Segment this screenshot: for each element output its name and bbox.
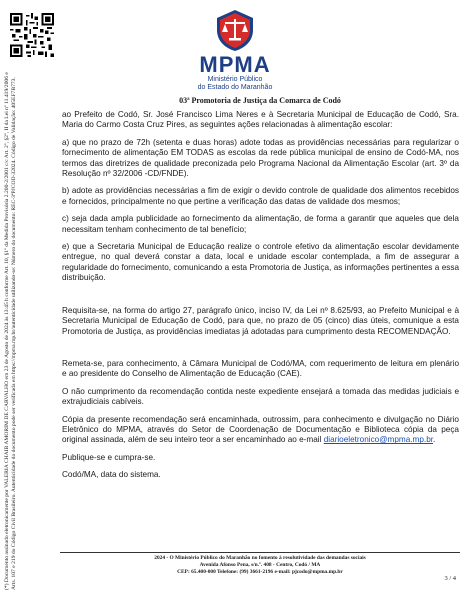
paragraph: Remeta-se, para conhecimento, à Câmara Municipal de Codó/MA, com requerimento de leitura em plenário e ao presidente do Conselho de Alimentação de Educação (CAE). [62,358,459,379]
brand-name: MPMA [199,52,271,77]
paragraph: ao Prefeito de Codó, Sr. José Francisco Lima Neres e à Secretaria Municipal de Educação de Codó, Sra. Maria do Carmo Costa Cruz Pires, as seguintes ações relacionadas à alimentação escolar: [62,110,459,130]
email-suffix: . [433,435,436,445]
signature-text: (*) Documento assinado eletronicamente por VALERIA CHAIB AMORIM DE CARVALHO em 23 de Agosto de 2024 às 13:45 h conforme Art. 10, §1º da Medida Provisória 2.200-2/2001 c/c Art. 2º, §2º, II da Lei nº 11.419/2006 e Arts. 107 e 219 do Código Civil Brasileiro. Autenticidade do documento pode ser verificada em https://mpma.mp.br/autenticidade utilizando-se: Número do documento: REC-3ªPJCOD-32024. Código de Validação: 405EF7B773. [4,72,18,590]
paragraph: c) seja dada ampla publicidade ao fornecimento da alimentação, de forma a garantir que aqueles que dela necessitam tenham conhecimento de tal benefício; [62,214,459,234]
footer-divider [60,552,460,553]
paragraph-with-email [62,415,459,446]
paragraph: Publique-se e cumpra-se. [62,452,156,462]
qr-code [10,10,54,60]
mpma-logo-icon [213,8,257,52]
signature-sidebar [4,70,54,590]
office-title: 03ª Promotoria de Justiça da Comarca de Codó [179,96,341,105]
footer-contact: CEP: 65.400-000 Telefone: (99) 3661-2196 e-mail: pjcodo@mpma.mp.br [177,569,343,575]
paragraph: b) adote as providências necessárias a fim de exigir o devido controle de qualidade dos alimentos recebidos e fornecidos, principalmente no que pertine a verificação das datas de validade dos mesmos; [62,186,459,206]
paragraph: e) que a Secretaria Municipal de Educação realize o controle efetivo da alimentação escolar devidamente entregue, no qual deverá constar a data, local e unidade escolar contemplada, a fim de assegurar a regularidade do fornecimento, comunicando a esta Promotoria de Justiça, as informações pertinentes a essa distribuição. [62,242,459,283]
paragraph: Codó/MA, data do sistema. [62,470,161,480]
paragraph: a) que no prazo de 72h (setenta e duas horas) adote todas as providências necessárias para regularizar o fornecimento de alimentação EM TODAS as escolas da rede pública municipal de ensino de Codó-MA, nos termos das diretrizes de qualidade preconizada pelo Programa Nacional da Alimentação Escolar (art. 3º da Resolução nº 32/2006 -CD/FNDE). [62,137,459,179]
letterhead [180,8,290,92]
brand-subtitle-1: Ministério Público [207,76,263,83]
paragraph: Requisita-se, na forma do artigo 27, parágrafo único, inciso IV, da Lei nº 8.625/93, ao Prefeito Municipal e à Secretaria Municipal de Educação de Codó, para que, no prazo de 05 (cinco) dias úteis, comunique a esta Promotoria de Justiça, as providências imediatas já adotadas para cumprimento desta RECOMENDAÇÃO. [62,305,459,336]
footer [60,555,460,576]
paragraph: O não cumprimento da recomendação contida neste expediente ensejará a tomada das medidas judiciais e extrajudiciais cabíveis. [62,386,459,407]
email-link[interactable]: diarioeletronico@mpma.mp.br [323,435,434,445]
paragraph-text: Cópia da presente recomendação será encaminhada, outrossim, para conhecimento e divulgação no Diário Eletrônico do MPMA, através do Setor de Coordenação de Documentação e Biblioteca cópia da peça original assinada, além de seu inteiro teor a ser encaminhado ao e-mail [62,414,459,445]
document-body [62,110,459,488]
footer-address: Avenida Afonso Pena, s/n.º. 408 - Centro, Codó / MA [199,562,321,568]
footer-slogan: 2024 - O Ministério Público do Maranhão no fomento à resolutividade das demandas sociais [154,555,366,561]
brand-subtitle-2: do Estado do Maranhão [197,84,273,91]
page-number: 3 / 4 [444,575,456,582]
